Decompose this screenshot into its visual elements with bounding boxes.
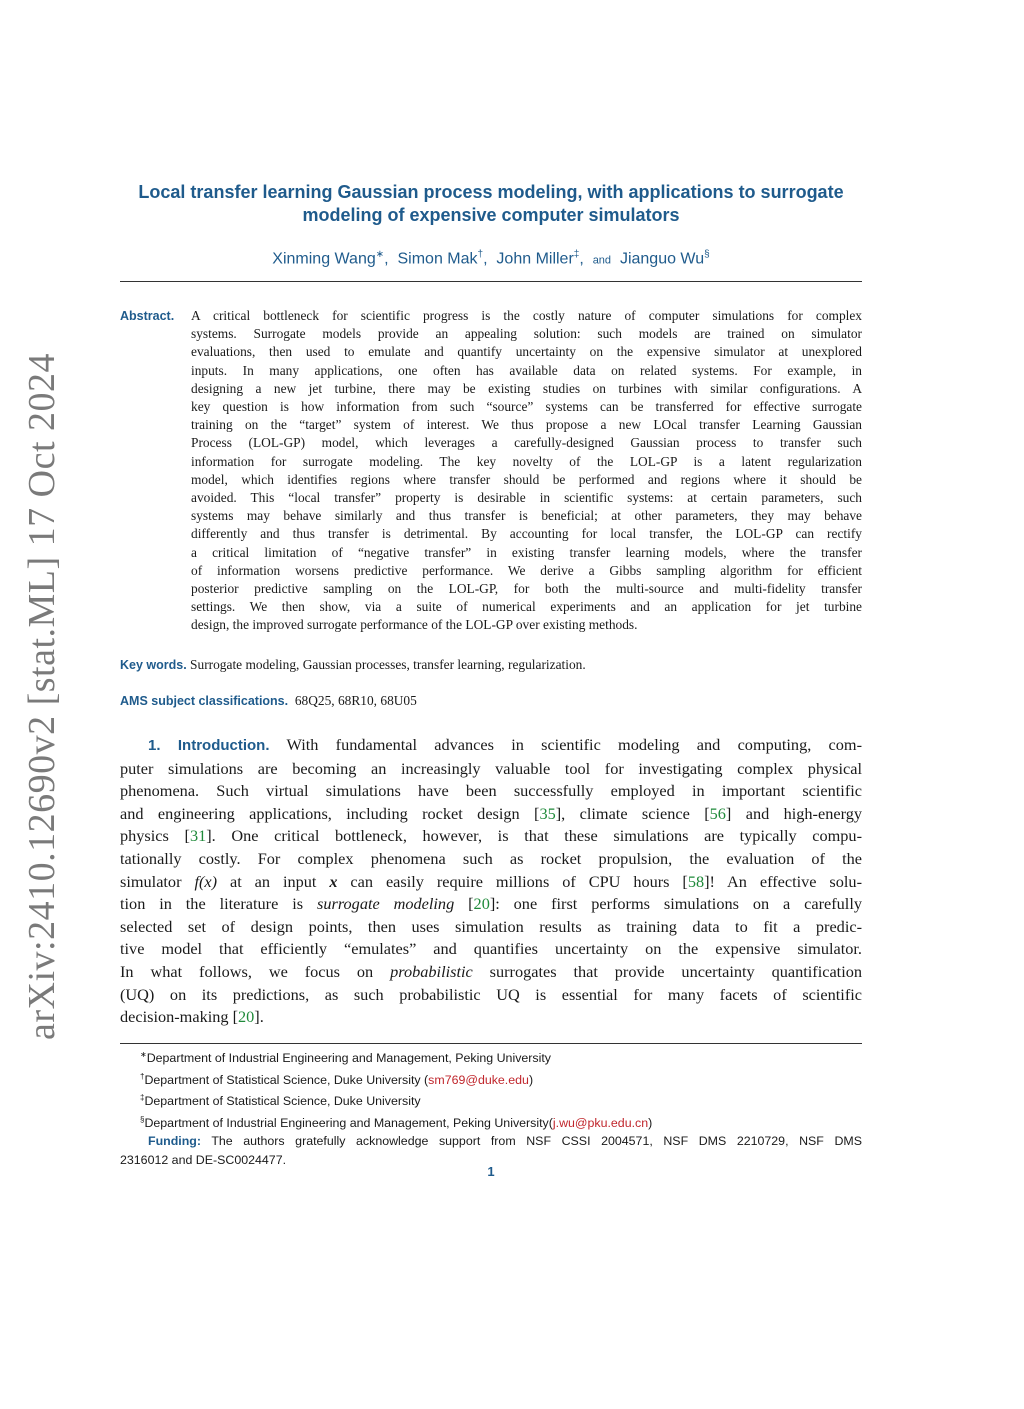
author-mark: † (477, 249, 484, 260)
author-name: Xinming Wang (272, 250, 376, 268)
intro-text: can easily require millions of CPU hours [ (337, 871, 688, 891)
footnote-text: Department of Industrial Engineering and Management, Peking University (146, 1051, 551, 1066)
intro-line: (UQ) on its predictions, as such probabilistic UQ is essential for many facets of scientific (120, 984, 862, 1004)
author-and: and (592, 254, 612, 267)
intro-text: surrogates that provide uncertainty quantification (472, 961, 862, 981)
abstract-line: information for surrogate modeling. The key novelty of the LOL-GP is a latent regularization (191, 453, 862, 469)
intro-text: physics [ (120, 826, 190, 846)
footnote-affiliation-1 (120, 1046, 862, 1068)
funding-note-continued: 2316012 and DE-SC0024477. (120, 1152, 287, 1167)
intro-line: tive model that efficiently “emulates” and quantifies uncertainty on the expensive simulator. (120, 939, 862, 959)
ams-label: AMS subject classifications. (120, 694, 289, 708)
author-name: John Miller (496, 250, 574, 268)
footnote-text: ) (648, 1115, 653, 1130)
section-heading: 1. Introduction. (148, 737, 270, 754)
intro-text: and engineering applications, including rocket design [ (120, 803, 540, 823)
footnote-mark: § (140, 1114, 145, 1124)
title-line-2: modeling of expensive computer simulators (302, 205, 680, 225)
introduction-section (120, 734, 862, 1029)
footnote-affiliation-3 (120, 1089, 862, 1111)
citation-link[interactable]: 35 (539, 803, 556, 823)
footnote-text: Department of Statistical Science, Duke University (144, 1094, 421, 1109)
footnote-mark: ∗ (140, 1050, 147, 1059)
keywords-text: Surrogate modeling, Gaussian processes, transfer learning, regularization. (190, 657, 586, 672)
intro-line (120, 803, 862, 826)
abstract-line: systems. Surrogate models provide an appealing solution: such models are trained on simulator (191, 326, 862, 342)
email-link[interactable]: sm769@duke.edu (428, 1072, 529, 1087)
page-number: 1 (487, 1164, 495, 1179)
footnotes (120, 1046, 862, 1169)
intro-line (120, 961, 862, 984)
abstract-line: avoided. This “local transfer” property is desirable in scientific systems: at certain parameters, such (191, 490, 862, 506)
abstract-line: a critical limitation of “negative transfer” in existing transfer learning models, where the transfer (191, 544, 862, 560)
abstract-line: settings. We then show, via a suite of numerical experiments and an application for jet turbine (191, 599, 862, 615)
keywords-label: Key words. (120, 658, 187, 672)
abstract-line: A critical bottleneck for scientific progress is the costly nature of computer simulations for complex (191, 308, 862, 323)
intro-line (120, 1006, 862, 1029)
author-name: Jianguo Wu (619, 250, 705, 268)
abstract-line: designing a new jet turbine, there may be existing studies on turbines with similar configurations. A (191, 380, 862, 396)
citation-link[interactable]: 20 (238, 1007, 255, 1027)
ams-classifications (120, 692, 862, 710)
abstract-line: differently and thus transfer is detrimental. By accounting for local transfer, the LOL-GP can rectify (191, 526, 862, 542)
intro-line (120, 825, 862, 848)
citation-link[interactable]: 31 (189, 826, 207, 846)
intro-line (120, 734, 862, 758)
intro-text: simulator (120, 871, 195, 891)
emphasis: probabilistic (390, 961, 473, 981)
ams-text: 68Q25, 68R10, 68U05 (294, 693, 417, 708)
intro-line (120, 871, 862, 894)
intro-line (120, 893, 862, 916)
intro-text: ]. (254, 1007, 264, 1027)
footnote-affiliation-2 (120, 1068, 862, 1090)
intro-line: tationally costly. For complex phenomena such as rocket propulsion, the evaluation of the (120, 848, 862, 868)
paper-title (120, 181, 862, 227)
author-mark: ‡ (573, 249, 580, 260)
citation-link[interactable]: 58 (687, 871, 705, 891)
intro-text: ]: one first performs simulations on a carefully (489, 894, 862, 914)
footnote-mark: ‡ (140, 1093, 145, 1103)
intro-text: With fundamental advances in scientific modeling and computing, com- (286, 735, 862, 754)
footnote-text: Department of Industrial Engineering and Management, Peking University( (144, 1115, 553, 1130)
abstract-line: systems may behave similarly and thus transfer is beneficial; at other parameters, they may behave (191, 508, 862, 524)
author-name: Simon Mak (397, 250, 478, 268)
intro-text: ], climate science [ (555, 803, 710, 823)
arxiv-identifier: arXiv:2410.12690v2 [stat.ML] 17 Oct 2024 (21, 352, 63, 1040)
email-link[interactable]: j.wu@pku.edu.cn (552, 1115, 649, 1130)
abstract-line: of information worsens predictive performance. We derive a Gibbs sampling algorithm for efficient (191, 562, 862, 578)
intro-text: [ (454, 894, 474, 914)
intro-text: at an input (217, 871, 330, 891)
abstract-line: posterior predictive sampling on the LOL-GP, for both the multi-source and multi-fidelity transfer (191, 581, 862, 597)
title-line-1: Local transfer learning Gaussian process modeling, with applications to surrogate (138, 182, 844, 202)
intro-text: ]! An effective solu- (704, 871, 862, 891)
citation-link[interactable]: 20 (473, 894, 490, 914)
footnote-mark: † (140, 1071, 145, 1081)
math-fx: f(x) (194, 871, 218, 891)
abstract-line: evaluations, then used to emulate and quantify uncertainty on the expensive simulator at unexplored (191, 344, 862, 360)
footnote-text: ) (528, 1072, 534, 1087)
abstract-label: Abstract. (120, 309, 175, 323)
footnote-affiliation-4 (120, 1111, 862, 1133)
footnote-text: Department of Statistical Science, Duke University ( (144, 1072, 429, 1087)
abstract-line: model, which identifies regions where transfer should be performed and regions where it should be (191, 471, 862, 487)
intro-text: ] and high-energy (725, 803, 862, 823)
emphasis: surrogate modeling (317, 894, 455, 914)
abstract-line: training on the “target” system of interest. We thus propose a new LOcal transfer Learning Gaussian (191, 417, 862, 433)
intro-text: In what follows, we focus on (120, 961, 391, 981)
footnote-divider (120, 1043, 862, 1044)
math-x: x (329, 871, 338, 891)
citation-link[interactable]: 56 (709, 803, 726, 823)
intro-text: tion in the literature is (120, 894, 317, 914)
author-mark: ∗ (375, 249, 385, 260)
intro-text: decision-making [ (120, 1007, 239, 1027)
author-list: Xinming Wang∗, Simon Mak†, John Miller‡, and Jianguo Wu§ (272, 249, 710, 268)
funding-label: Funding: (148, 1134, 201, 1149)
funding-text: The authors gratefully acknowledge support from NSF CSSI 2004571, NSF DMS 2210729, NSF DMS (211, 1134, 862, 1149)
intro-line: selected set of design points, then uses simulation results as training data to fit a predic- (120, 916, 862, 936)
abstract-line: key question is how information from such “source” systems can be transferred for effective surrogate (191, 399, 862, 415)
abstract-line: inputs. In many applications, one often has available data on related systems. For example, in (191, 362, 862, 378)
intro-line: phenomena. Such virtual simulations have been successfully employed in important scientific (120, 781, 862, 801)
intro-text: ]. One critical bottleneck, however, is that these simulations are typically compu- (206, 826, 862, 846)
abstract-line: design, the improved surrogate performance of the LOL-GP over existing methods. (191, 617, 638, 633)
funding-note (120, 1132, 862, 1150)
author-mark: § (704, 249, 710, 260)
abstract-line: Process (LOL-GP) model, which leverages a carefully-designed Gaussian process to transfer such (191, 435, 862, 451)
title-divider (120, 281, 862, 282)
keywords (120, 656, 862, 674)
abstract-section (120, 307, 862, 635)
intro-line: puter simulations are becoming an increasingly valuable tool for investigating complex physical (120, 758, 862, 778)
